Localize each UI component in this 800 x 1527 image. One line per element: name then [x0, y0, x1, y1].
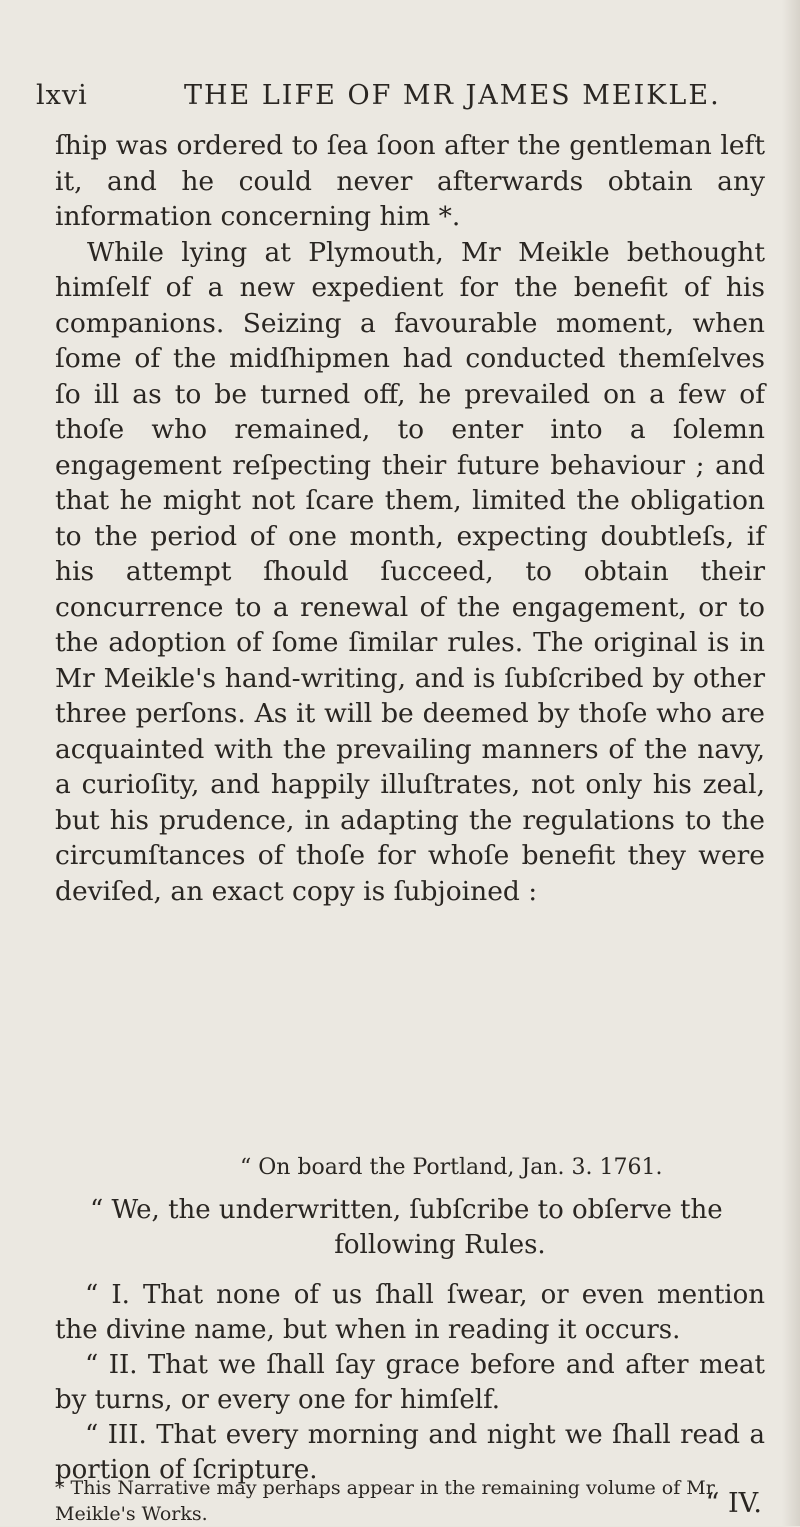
- paragraph-2: While lying at Plymouth, Mr Meikle bethought himſelf of a new expedient for the benefit of his companions. Seizing a favourable moment, when ſome of the midſhipmen had conducted themſelves ſo ill as to be turned off, he prevailed on a few of thoſe who remained, to enter into a ſolemn engagement reſpecting their future behaviour ; and that he might not ſcare them, limited the obligation to the period of one month, expecting doubtleſs, if his attempt ſhould ſucceed, to obtain their concurrence to a renewal of the engagement, or to the adoption of ſome ſimilar rules. The original is in Mr Meikle's hand-writing, and is ſubſcribed by other three perſons. As it will be deemed by thoſe who are acquainted with the prevailing manners of the navy, a curioſity, and happily illuſtrates, not only his zeal, but his prudence, in adapting the regulations to the circumſtances of thoſe for whoſe benefit they were deviſed, an exact copy is ſubjoined :: [55, 236, 765, 907]
- rule-1: [55, 1278, 765, 1348]
- rule-2-text: “ II. That we ſhall ſay grace before and after meat by turns, or every one for himſelf.: [55, 1350, 765, 1415]
- catchword: “ IV.: [705, 1488, 762, 1519]
- rule-2: [55, 1348, 765, 1418]
- page-edge-shadow: [782, 0, 800, 1526]
- running-head: THE LIFE OF MR JAMES MEIKLE.: [184, 80, 721, 111]
- paragraph-1: ſhip was ordered to ſea ſoon after the gentleman left it, and he could never afterwards obtain any information concerning him *.: [55, 130, 765, 232]
- page-number: lxvi: [36, 80, 88, 111]
- footnote: * This Narrative may perhaps appear in the remaining volume of Mr Meikle's Works.: [55, 1477, 715, 1525]
- rules-intro-line-1: “ We, the underwritten, ſubſcribe to obſerve the: [90, 1195, 723, 1225]
- dateline: “ On board the Portland, Jan. 3. 1761.: [240, 1155, 663, 1180]
- rule-1-text: “ I. That none of us ſhall ſwear, or even mention the divine name, but when in reading it occurs.: [55, 1280, 765, 1345]
- rules-intro: [60, 1193, 760, 1263]
- rule-3-text: “ III. That every morning and night we ſhall read a portion of ſcripture.: [55, 1420, 765, 1485]
- rules-intro-line-2: following Rules.: [334, 1230, 546, 1260]
- page-header: [36, 80, 740, 120]
- main-text: [55, 128, 765, 909]
